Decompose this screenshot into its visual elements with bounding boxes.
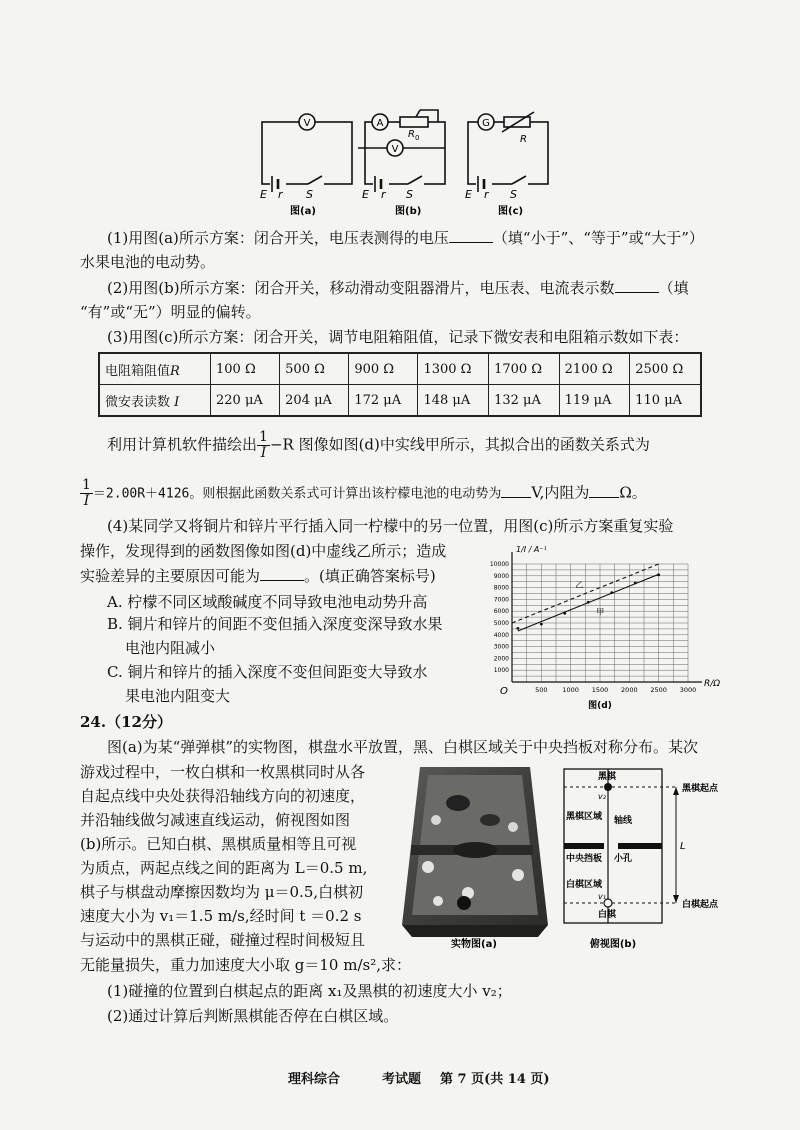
table-cell: 132 μA	[489, 385, 560, 417]
white-start-label: 白棋起点	[682, 900, 719, 910]
series-label: 乙	[575, 580, 584, 590]
q1-blank	[449, 242, 493, 243]
q24-line: 速度大小为 v₁＝1.5 m/s,经时间 t ＝0.2 s	[80, 907, 362, 925]
option-a: A. 柠檬不同区域酸碱度不同导致电池电动势升高	[107, 593, 428, 611]
chart-caption: 图(d)	[588, 701, 612, 711]
q24-line: 无能量损失，重力加速度大小取 g＝10 m/s²,求：	[80, 956, 411, 974]
game-board-photo	[398, 765, 550, 950]
table-cell: 220 μA	[211, 385, 280, 417]
voltmeter-a-label: V	[303, 118, 311, 129]
data-point	[657, 573, 660, 576]
q24-line: 并沿轴线做匀减速直线运动，俯视图如图	[80, 811, 351, 829]
emf-blank	[501, 497, 531, 498]
resistance-box-label: R	[520, 134, 527, 145]
caption-a: 图(a)	[290, 206, 316, 217]
x-tick-label: 2500	[650, 686, 667, 694]
q3b-text: 利用计算机软件描绘出	[107, 435, 258, 454]
table-cell: 110 μA	[630, 385, 701, 417]
x-tick-label: 1000	[562, 686, 579, 694]
table-cell: 1300 Ω	[418, 353, 489, 385]
center-board-label: 中央挡板	[566, 854, 603, 864]
q24-line: 游戏过程中，一枚白棋和一枚黑棋同时从各	[80, 763, 366, 781]
x-axis-label: R/Ω	[704, 679, 721, 689]
q24-line: 与运动中的黑棋正碰，碰撞过程时间极短且	[80, 931, 366, 949]
footer-type: 考试题	[382, 1072, 422, 1087]
option-b: B. 铜片和锌片的间距不变但插入深度变深导致水果	[107, 615, 443, 633]
q24-paragraph-1: 图(a)为某“弹弹棋”的实物图，棋盘水平放置，黑、白棋区域关于中央挡板对称分布。某次	[107, 738, 698, 756]
q2-line2: “有”或“无”）明显的偏转。	[80, 303, 261, 321]
option-b-cont: 电池内阻减小	[125, 639, 216, 657]
footer-subject: 理科综合	[288, 1072, 341, 1087]
table-header-resistance: 电阻箱阻值R	[99, 353, 211, 385]
q2-blank	[615, 292, 659, 293]
q4-line2: 操作，发现得到的函数图像如图(d)中虚线乙所示；造成	[80, 542, 447, 560]
circuit-b	[358, 110, 445, 192]
q3-fit-line1	[107, 430, 650, 461]
question-1	[107, 228, 704, 248]
fraction-1-over-i: $\frac{1}{I}$	[259, 429, 268, 461]
circuit-c-e-label: E	[465, 188, 472, 201]
q1-text-after: （填“小于”、“等于”或“大于”）	[492, 229, 704, 247]
series-label: 甲	[596, 607, 605, 617]
caption-b: 图(b)	[395, 206, 422, 217]
x-tick-label: 1500	[591, 686, 609, 694]
question-3: (3)用图(c)所示方案：闭合开关，调节电阻箱阻值，记录下微安表和电阻箱示数如下表：	[107, 328, 689, 346]
table-cell: 172 μA	[349, 385, 418, 417]
y-tick-label: 8000	[493, 584, 509, 592]
y-tick-label: 1000	[493, 667, 509, 675]
table-cell: 204 μA	[280, 385, 349, 417]
q3b-formula: ＝2.00R＋4126。则根据此函数关系式可计算出该柠檬电池的电动势为	[92, 486, 502, 502]
option-c-cont: 果电池内阻变大	[125, 687, 231, 705]
table-cell: 100 Ω	[211, 353, 280, 385]
view-caption: 俯视图(b)	[589, 939, 637, 950]
rheostat-sub: 0	[415, 134, 420, 142]
black-start-label: 黑棋起点	[682, 784, 719, 794]
y-tick-label: 3000	[493, 643, 509, 651]
top-view-diagram	[558, 765, 758, 950]
resistance-blank	[589, 497, 619, 498]
y-tick-label: 7000	[493, 596, 509, 604]
y-tick-label: 2000	[493, 655, 509, 663]
q24-sub-1: (1)碰撞的位置到白棋起点的距离 x₁及黑棋的初速度大小 v₂；	[107, 982, 512, 1000]
q4-line3: 实验差异的主要原因可能为 。(填正确答案标号)	[80, 567, 436, 585]
table-row-resistance	[99, 353, 701, 385]
q24-line: (b)所示。已知白棋、黑棋质量相等且可视	[80, 835, 357, 853]
circuit-b-e-label: E	[362, 188, 369, 201]
chart-d	[478, 540, 728, 718]
data-point	[540, 623, 543, 626]
table-cell: 900 Ω	[349, 353, 418, 385]
table-cell: 2500 Ω	[630, 353, 701, 385]
white-piece-label: 白棋	[598, 910, 617, 920]
circuit-diagrams	[250, 100, 560, 220]
fraction-1-over-i-2: $\frac{1}{I}$	[82, 477, 91, 509]
data-point	[587, 601, 590, 604]
q24-line: 棋子与棋盘动摩擦因数均为 μ＝0.5,白棋初	[80, 883, 364, 901]
y-axis-label: 1/I / A⁻¹	[516, 545, 547, 554]
black-piece	[604, 783, 612, 791]
y-tick-label: 9000	[493, 572, 509, 580]
circuit-a-r-label: r	[278, 188, 283, 201]
photo-caption: 实物图(a)	[451, 939, 497, 950]
table-cell: 148 μA	[418, 385, 489, 417]
q24-line: 为质点，两起点线之间的距离为 L＝0.5 m,	[80, 859, 368, 877]
x-tick-label: 500	[535, 686, 548, 694]
y-tick-label: 10000	[489, 561, 509, 568]
option-c: C. 铜片和锌片的插入深度不变但间距变大导致水	[107, 663, 428, 681]
galvanometer-c-label: G	[482, 118, 490, 129]
table-cell: 500 Ω	[280, 353, 349, 385]
v2-label: v₂	[598, 792, 606, 801]
circuit-c	[468, 112, 548, 192]
circuit-b-s-label: S	[406, 188, 413, 201]
data-table	[98, 352, 702, 417]
table-cell: 119 μA	[559, 385, 630, 417]
question-2	[107, 278, 689, 298]
table-cell: 1700 Ω	[489, 353, 560, 385]
x-tick-label: 2000	[621, 686, 638, 694]
y-tick-label: 6000	[493, 608, 509, 616]
data-point	[634, 581, 637, 584]
q1-line2: 水果电池的电动势。	[80, 253, 216, 271]
axis-label: 轴线	[614, 816, 633, 826]
table-cell: 2100 Ω	[559, 353, 630, 385]
black-piece-label: 黑棋	[598, 772, 617, 782]
data-point	[563, 612, 566, 615]
circuit-c-r-label: r	[484, 188, 489, 201]
voltmeter-b-label: V	[391, 144, 399, 155]
caption-c: 图(c)	[498, 206, 524, 217]
x-tick-label: 3000	[679, 686, 697, 694]
footer-page: 第 7 页(共 14 页)	[440, 1072, 550, 1087]
q24-line: 自起点线中央处获得沿轴线方向的初速度，	[80, 787, 366, 805]
q3b-unit-ohm: Ω。	[619, 483, 647, 502]
data-point	[610, 591, 613, 594]
white-area-label: 白棋区域	[566, 880, 603, 890]
q24-sub-2: (2)通过计算后判断黑棋能否停在白棋区域。	[107, 1007, 399, 1025]
circuit-a-s-label: S	[306, 188, 313, 201]
circuit-b-r-label: r	[381, 188, 386, 201]
origin-label: O	[500, 686, 508, 697]
q3-fit-line2	[80, 478, 647, 509]
q2-text: (2)用图(b)所示方案：闭合开关，移动滑动变阻器滑片，电压表、电流表示数	[107, 279, 615, 297]
ammeter-b-label: A	[376, 118, 384, 129]
q24-heading: 24.（12分）	[80, 713, 172, 731]
hole-label: 小孔	[614, 854, 633, 864]
v1-label: v₁	[598, 892, 606, 901]
table-header-current: 微安表读数 I	[99, 385, 211, 417]
q3b-unit-v: V,内阻为	[531, 483, 590, 502]
q4-line1: (4)某同学又将铜片和锌片平行插入同一柠檬中的另一位置，用图(c)所示方案重复实验	[107, 517, 674, 535]
data-point	[516, 627, 519, 630]
q3b-text-after: −R 图像如图(d)中实线甲所示，其拟合出的函数关系式为	[269, 435, 650, 454]
y-tick-label: 4000	[493, 631, 509, 639]
rheostat-label: R	[408, 129, 415, 140]
circuit-c-s-label: S	[510, 188, 517, 201]
l-label: L	[680, 841, 686, 852]
table-row-current	[99, 385, 701, 417]
q4-blank	[260, 580, 304, 581]
y-tick-label: 5000	[493, 620, 509, 627]
black-area-label: 黑棋区域	[566, 812, 603, 822]
q1-text: (1)用图(a)所示方案：闭合开关，电压表测得的电压	[107, 229, 449, 247]
circuit-a-e-label: E	[260, 188, 267, 201]
q2-text-after: （填	[658, 279, 689, 297]
